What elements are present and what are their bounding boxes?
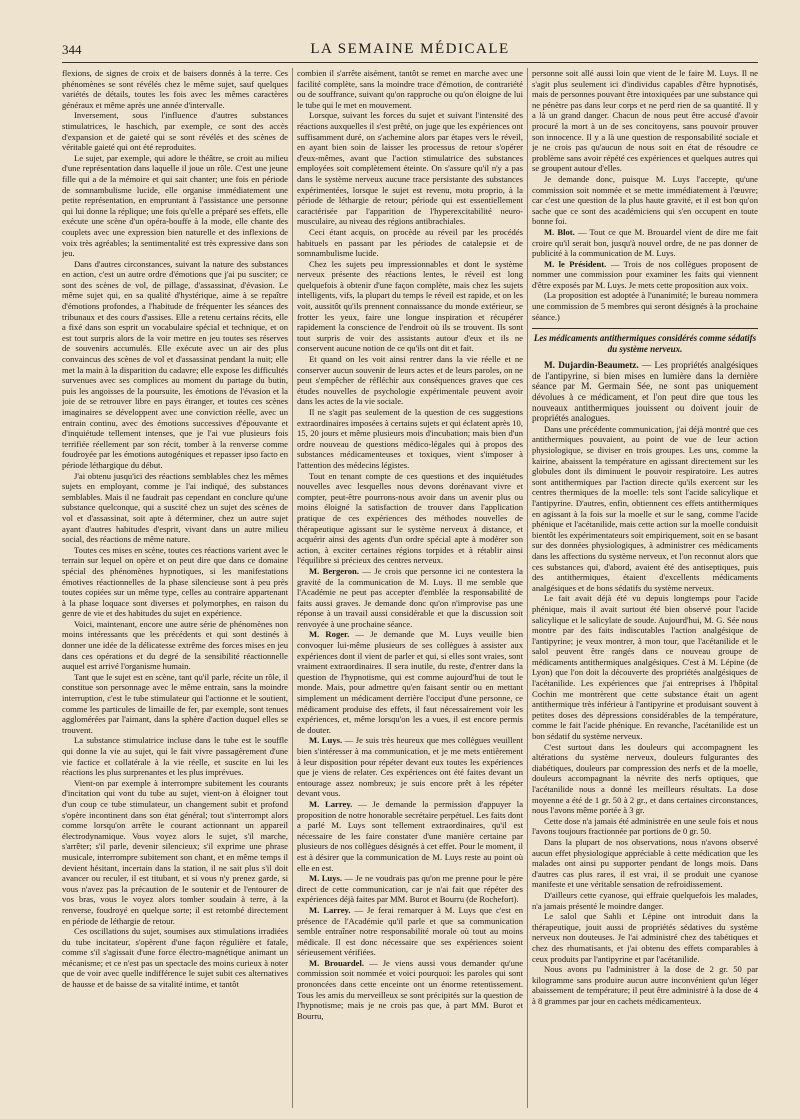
body-paragraph [62,471,288,545]
body-paragraph [62,259,288,471]
paragraph-text: Le sujet, par exemple, qui adore le théâtre, se croit au milieu d'une représentation dans laquelle il joue un rôle. C'est une jeune fille qui a de la mémoire et qui sait chanter; une fois en période de somnambulisme lucide, elle organise immédiatement une petite représentation, en empruntant à l'assistance une personne qui lui donne la réplique; une fois qu'elle a préparé ses effets, elle exécute une scène d'un opéra-bouffe à la mode, elle chante des couplets avec une expression bien naturelle et des inflexions de voix très agréables; la sentimentalité est très expressive dans son jeu. [62,152,288,259]
column-right [532,68,758,1108]
speaker-paragraph [297,629,523,735]
body-paragraph [62,926,288,990]
speaker-name: M. Brouardel. [309,957,365,968]
speaker-paragraph [297,905,523,958]
paragraph-text: combien il s'arrête aisément, tantôt se remet en marche avec une facilité complète, sans la moindre trace d'émotion, de contrariété ou de souffrance, suivant qu'on rapproche ou qu'on éloigne de lui le tube qui le met en mouvement. [297,68,523,110]
paragraph-text: Tant que le sujet est en scène, tant qu'il parle, récite un rôle, il constitue son personnage avec le même entrain, sans la moindre interruption, c'est le tube stimulateur qui l'actionne et le soutient, comme les particules de limaille de fer, par exemple, sont tenues agglomérées par l'aimant, dans la sphère d'action duquel elles se trouvent. [62,671,288,735]
body-paragraph [297,110,523,227]
body-paragraph [62,545,288,619]
paragraph-text: — Tout ce que M. Brouardel vient de dire me fait croire qu'il serait bon, jusqu'à nouvel ordre, de ne pas donner de publicité à la communication de M. Luys. [532,226,758,259]
paragraph-text: (La proposition est adoptée à l'unanimité; le bureau nommera une commission de 5 membres qui seront désignés à la prochaine séance.) [532,290,758,322]
paragraph-text: flexions, de signes de croix et de baisers donnés à la terre. Ces phénomènes se sont révélés chez le même sujet, sauf quelques variétés de détails, toutes les fois avec les mêmes caractères généraux et même après une année d'intervalle. [62,68,288,110]
speaker-name: M. Roger. [309,629,350,640]
speaker-paragraph [297,566,523,630]
speaker-name: M. Blot. [544,226,575,237]
speaker-name: M. Luys. [309,873,342,884]
paragraph-text: Nous avons pu l'administrer à la dose de 2 gr. 50 par kilogramme sans produire aucun autre inconvénient qu'un léger abaissement de température; il peut être administré à la dose de 4 à 8 grammes par jour en cachets médicamenteux. [532,964,758,1006]
text-columns [62,68,758,1108]
column-left [62,68,288,1108]
paragraph-text: D'ailleurs cette cyanose, qui effraie quelquefois les malades, n'a jamais présenté le moindre danger. [532,889,758,911]
paragraph-text: — Les propriétés analgésiques de l'antipyrine, si bien mises en lumière dans la dernière séance par M. Germain Sée, ne sont pas uniquement dévolues à ce médicament, et l'on peut dire que tous les nouveaux antithermiques jouissent ou doivent jouir de propriétés analogues. [532,360,758,424]
paragraph-text: — Je demande la permission d'appuyer la proposition de notre honorable secrétaire perpétuel. Les faits dont a parlé M. Luys sont tellement extraordinaires, qu'il est nécessaire de les faire constater d'une manière certaine par plusieurs de nos collègues désignés à cet effet. Pour le moment, il est à désirer que la communication de M. Luys reste au point où elle en est. [297,798,523,873]
speaker-name: M. Luys. [309,735,343,746]
paragraph-text: Le fait avait déjà été vu depuis longtemps pour l'acide phénique, mais il avait surtout été bien observé pour l'acide salicylique et le salicylate de soude. Aujourd'hui, M. G. Sée nous montre par des faits indiscutables l'action analgésique de l'antipyrine; je veux montrer, à mon tour, que l'acétanilide et le salol peuvent être rangés dans ce nouveau groupe de médicaments antithermiques analgésiques. C'est à M. Lépine (de Lyon) que l'on doit la découverte des propriétés analgésiques de l'acétanilide. Les expériences que j'ai entreprises à l'hôpital Cochin me montrèrent que cette substance était un agent antithermique très inférieur à l'antipyrine et produisant souvent à petites doses des dépressions considérables de la température, comme le fait l'acide phénique. En revanche, l'acétanilide est un bon sédatif du système nerveux. [532,593,758,742]
body-paragraph [62,153,288,259]
body-paragraph [532,816,758,837]
body-paragraph [62,735,288,777]
body-paragraph [532,424,758,594]
body-paragraph [532,68,758,174]
paragraph-text: Lorsque, suivant les forces du sujet et suivant l'intensité des réactions auxquelles il s'est prêté, on juge que les expériences ont suffisamment duré, on s'achemine alors par étapes vers le réveil, en ayant bien soin de laisser les processus de retour s'opérer d'eux-mêmes, avant que l'action stimulatrice des substances employées soit complètement éteinte. On s'assure qu'il n'y a pas dans le système nerveux aucune trace persistante des substances expérimentées, lorsque le sujet est revenu, motu proprio, à la période de léthargie de retour; période qui est essentiellement caractérisée par l'apparition de l'hyperexcitabilité neuro-musculaire, au niveau des régions antibrachiales. [297,110,523,227]
speaker-paragraph [297,873,523,905]
paragraph-text: Ceci étant acquis, on procède au réveil par les procédés habituels en passant par les périodes de catalepsie et de somnambulisme lucide. [297,226,523,259]
speaker-name: M. Bergeron. [309,565,359,576]
paragraph-text: — Je ferai remarquer à M. Luys que c'est en présence de l'Académie qu'il parle et que sa communication semble entraîner notre responsabilité morale où tout au moins médicale. Il est donc nécessaire que ses expériences soient sérieusement vérifiées. [297,904,523,958]
paragraph-text: Vient-on par exemple à interrompre subitement les courants d'incitation qui vont du tube au sujet, vient-on à éloigner tout d'un coup ce tube stimulateur, un changement subit et profond s'opère incontinent dans son état général; tout s'interrompt alors comme lorsqu'on arrête le courant actionnant un appareil électrodynamique. Vous voyez alors le sujet, s'il marche, s'arrêter; s'il parle, devenir silencieux; s'il exprime une phrase musicale, interrompre subitement son chant, et en même temps il devient hésitant, incertain dans la station, il ne sait plus s'il doit avancer ou reculer, il est titubant, et si vous n'y prenez garde, si vous n'avez pas la précaution de le soutenir et de l'entourer de vos bras, vous le voyez alors tomber soudain à terre, à la renverse, foudroyé en quelque sorte; il est retombé directement en période de léthargie de retour. [62,777,288,926]
column-divider [527,68,528,1108]
paragraph-text: Je demande donc, puisque M. Luys l'accepte, qu'une commission soit nommée et se mette immédiatement à l'œuvre; car c'est une question de la plus haute gravité, et il est bon qu'on sache que ce sont des académiciens qui s'en occupent en toute bonne foi. [532,173,758,227]
paragraph-text: Le salol que Sahli et Lépine ont introduit dans la thérapeutique, jouit aussi de propriétés sédatives du système nerveux non douteuses. Je l'ai administré chez des tabétiques et chez des rhumatisants, et j'ai obtenu des effets comparables à ceux produits par l'antipyrine et par l'acétanilide. [532,911,758,964]
paragraph-text: Dans une précédente communication, j'ai déjà montré que ces antithermiques pouvaient, au point de vue de leur action physiologique, se diviser en trois groupes. Les uns, comme la kairine, abaissent la température en agissant directement sur les globules dont ils diminuent le pouvoir respiratoire. Les autres sont antithermiques par l'action directe qu'ils exercent sur les centres thermiques de la moelle: tels sont l'acide salicylique et l'antipyrine. D'autres, enfin, obtiennent ces effets antithermiques en agissant à la fois sur la moelle et sur le sang, comme l'acide phénique et l'acétanilide, mais cette action sur la moelle conduisit bientôt les expérimentateurs soit empiriquement, soit en se basant sur des données physiologiques, à administrer ces médicaments dans les affections du système nerveux, et l'on reconnut alors que ces substances qui, d'abord, avaient été des antiseptiques, puis des antithermiques, étaient d'excellents médicaments analgésiques et de bons sédatifs du système nerveux. [532,423,758,593]
speaker-paragraph [532,360,758,424]
body-paragraph [532,174,758,227]
speaker-paragraph [297,958,523,1022]
body-paragraph [297,227,523,259]
column-divider [292,68,293,1108]
paragraph-text: C'est surtout dans les douleurs qui accompagnent les altérations du système nerveux, douleurs fulgurantes des diabétiques, douleurs par compression des nerfs et de la moelle, douleurs accompagnant la névrite des nerfs optiques, que l'acétanilide nous a donné les meilleurs résultats. La dose moyenne a été de 1 gr. 50 à 2 gr., et dans certaines circonstances, nous l'avons même portée à 3 gr. [532,741,758,816]
body-paragraph [297,68,523,110]
paragraph-text: Dans d'autres circonstances, suivant la nature des substances en action, c'est un autre ordre d'émotions que j'ai pu susciter; ce sont des scènes de vol, de pillage, d'assassinat, d'évasion. Le même sujet qui, en sa qualité d'hystérique, aime à se repaître d'émotions profondes, a l'habitude de fréquenter les séances des tribunaux et des cours d'assises. Elle a retenu certains récits, elle a fixé dans son esprit un vocabulaire spécial et technique, et on est tout surpris alors de la voir mettre en jeu toutes ses réserves de souvenirs accumulés. Elle exécute avec un air des plus convaincus des scènes de vol et d'assassinat pendant la nuit; elle met la main à la disparition du cadavre; elle expose les difficultés survenues avec ses complices au moment du partage du butin, puis les angoisses de la poursuite, les émotions de l'évasion et la joie de se retrouver libre en pays étranger, et toutes ces scènes imaginaires se développent avec une conviction réelle, avec un entrain continu, avec des émotions successives d'épouvante et d'inquiétude tellement intenses, que je l'ai vue plusieurs fois terrifiée réellement par son récit, tomber à la renverse comme foudroyée par les émotions autogéniques et repasser ipso facto en période léthargique du début. [62,258,288,470]
body-paragraph [297,259,523,354]
paragraph-text: — Je crois que personne ici ne contestera la gravité de la communication de M. Luys. Il me semble que l'Académie ne peut pas accepter d'emblée la responsabilité de faits aussi graves. Je demande donc qu'on n'improvise pas une réponse à un travail aussi considérable et que la discussion soit renvoyée à une prochaine séance. [297,565,523,629]
paragraph-text: — Trois de nos collègues proposent de nommer une commission pour examiner les faits qui viennent d'être exposés par M. Luys. Je mets cette proposition aux voix. [532,258,758,290]
speaker-paragraph [297,799,523,873]
speaker-paragraph [532,259,758,291]
body-paragraph [532,290,758,322]
paragraph-text: Et quand on les voit ainsi rentrer dans la vie réelle et ne conserver aucun souvenir de leurs actes et de leurs paroles, on ne peut s'empêcher de réfléchir aux conséquences graves que ces études nouvelles de psychologie expérimentale peuvent avoir dans les actes de la vie sociale. [297,354,523,407]
paragraph-text: — Je viens aussi vous demander qu'une commission soit nommée et voici pourquoi: les paroles qui sont prononcées dans cette enceinte ont un énorme retentissement. Tous les amis du merveilleux se sont précipités sur la question de l'hypnotisme; mais je ne crois pas que, à part MM. Burot et Bourru, [297,957,523,1021]
speaker-paragraph [297,735,523,799]
paragraph-text: — Je demande que M. Luys veuille bien convoquer lui-même plusieurs de ses collègues à assister aux expériences dont il vient de parler et qui, si elles sont vraies, sont vraiment extraordinaires. Il sera inutile, du reste, d'entrer dans la question de l'hypnotisme, qui est comme aujourd'hui de tout le monde. Mais, pour admettre qu'en faisant sentir ou en mettant simplement un médicament derrière l'occiput d'une personne, ce médicament produise des effets, il faut nécessairement voir les expériences, et, même lorsqu'on les a vues, il est encore permis de douter. [297,629,523,735]
paragraph-text: Dans la plupart de nos observations, nous n'avons observé aucun effet physiologique appréciable à cette médication que les malades ont ainsi pu supporter pendant de longs mois. Dans d'autres cas plus rares, il est vrai, il se produit une cyanose manifeste et une véritable sensation de refroidissement. [532,836,758,890]
paragraph-text: La substance stimulatrice incluse dans le tube est le souffle qui donne la vie au sujet, qui le fait vivre passagèrement d'une vie factice et collatérale à la vie réelle, et suscite en lui les réactions les plus surprenantes et les plus imprévues. [62,735,288,778]
body-paragraph [532,964,758,1006]
body-paragraph [297,471,523,566]
paragraph-text: Inversement, sous l'influence d'autres substances stimulatrices, le haschich, par exemple, ce sont des accès d'expansion et de gaieté qui se sont révélés et des scènes de véritable gaieté qui ont été reproduites. [62,110,288,153]
body-paragraph [297,407,523,471]
body-paragraph [62,778,288,926]
journal-title: LA SEMAINE MÉDICALE [310,41,510,57]
body-paragraph [62,672,288,736]
paragraph-text: Cette dose n'a jamais été administrée en une seule fois et nous l'avons toujours fractionnée par portions de 0 gr. 50. [532,815,758,837]
header-rule [62,62,758,63]
paragraph-text: — Je suis très heureux que mes collègues veuillent bien s'intéresser à ma communication, et je me mets entièrement à leur disposition pour répéter devant eux toutes les expériences que je viens de relater. Ces expériences ont été faites devant un entourage assez nombreux; je suis encore prêt à les répéter devant vous. [297,735,523,799]
body-paragraph [62,68,288,110]
paragraph-text: — Je ne voudrais pas qu'on me prenne pour le père direct de cette communication, car je n'ai fait que répéter des expériences déjà faites par MM. Burot et Bourru (de Rochefort). [297,873,523,905]
column-middle [297,68,523,1108]
body-paragraph [532,593,758,741]
speaker-name: M. le Président. [544,258,607,269]
speaker-name: M. Dujardin-Beaumetz. [544,360,639,371]
paragraph-text: Toutes ces mises en scène, toutes ces réactions varient avec le terrain sur lequel on opère et on peut dire que dans ce domaine spécial des phénomènes hypnotiques, si les manifestations émotives réactionnelles de la phase silencieuse sont à peu près toutes copiées sur un même type, celles au contraire appartenant à la phase loquace sont diverses et polymorphes, en raison du genre de vie et des habitudes du sujet en expérience. [62,544,288,619]
paragraph-text: J'ai obtenu jusqu'ici des réactions semblables chez les mêmes sujets en employant, comme je l'ai indiqué, des substances semblables. Mais il ne faudrait pas cependant en conclure qu'une substance quelconque, qui a suscité chez un sujet des scènes de vol et d'assassinat, soit apte à déterminer, chez un autre sujet ayant d'autres habitudes d'esprit, vivant dans un autre milieu social, des réactions de même nature. [62,470,288,545]
paragraph-text: personne soit allé aussi loin que vient de le faire M. Luys. Il ne s'agit plus seulement ici d'individus capables d'être hypnotisés, mais de personnes pouvant être intoxiquées par une substance qui ne pénètre pas dans leur corps et ne perd rien de sa quantité. Il y a là un grand danger. Chacun de nous peut être accusé d'avoir procuré la mort à un de ses concitoyens, sans pouvoir prouver son innocence. Il y a là une question de responsabilité sociale et je ne crois pas qu'aucun de nous soit en état de résoudre ce problème sans avoir répété ces expériences et quelques autres qui se groupent autour d'elles. [532,68,758,174]
paragraph-text: Ces oscillations du sujet, soumises aux stimulations irradiées du tube incitateur, s'opèrent d'une façon régulière et fatale, comme s'il s'agissait d'une force électro-magnétique animant un mécanisme; et ce n'est pas un spectacle des moins curieux à noter que de voir avec quelle indifférence le sujet subit ces alternatives de hausse et de baisse de sa vitalité intime, et tantôt [62,926,288,990]
body-paragraph [62,110,288,152]
body-paragraph [297,354,523,407]
paragraph-text: Chez les sujets peu impressionnables et dont le système nerveux présente des réactions lentes, le réveil est long quelquefois à obtenir d'une façon complète, mais chez les sujets intelligents, vifs, la plupart du temps le réveil est rapide, et on les voit, aussitôt qu'ils prennent connaissance du monde extérieur, se frotter les yeux, faire une longue inspiration et récupérer rapidement la conscience de l'endroit où ils se trouvent. Ils sont tout surpris de voir des assistants autour d'eux et ils ne conservent aucune notion de ce qu'ils ont dit et fait. [297,258,523,354]
body-paragraph [532,890,758,911]
running-head [62,42,758,62]
body-paragraph [532,742,758,816]
paragraph-text: Voici, maintenant, encore une autre série de phénomènes non moins intéressants que les précédents et qui sont destinés à donner une idée de la délicatesse extrême des forces mises en jeu dans ces opérations et du degré de la sensibilité réactionnelle auquel est arrivé l'organisme humain. [62,618,288,672]
paragraph-text: Tout en tenant compte de ces questions et des inquiétudes nouvelles avec lesquelles nous devons dorénavant vivre et compter, peut-être pourrons-nous avoir dans un avenir plus ou moins éloigné la satisfaction de trouver dans l'application pratique de ces expériences des méthodes nouvelles de thérapeutique agissant sur le système nerveux à distance, et acquérir ainsi des agents d'un ordre spécial apte à modérer son action, à exciter certaines régions torpides et à rétablir ainsi l'équilibre si précieux des centres nerveux. [297,470,523,566]
section-heading: Les médicaments antithermiques considérés comme sédatifs du système nerveux. [532,328,758,355]
body-paragraph [62,619,288,672]
speaker-name: M. Larrey. [309,798,353,809]
speaker-paragraph [532,227,758,259]
body-paragraph [532,911,758,964]
paragraph-text: Il ne s'agit pas seulement de la question de ces suggestions extraordinaires imposées à certains sujets et qui éclatent après 10, 15, 20 jours et même plusieurs mois d'incubation; mais bien d'un ordre nouveau de questions médico-légales qui à propos des substances médicamenteuses et toxiques, vient s'imposer à l'attention des médecins légistes. [297,407,523,470]
page-number: 344 [62,42,82,57]
body-paragraph [532,837,758,890]
speaker-name: M. Larrey. [309,904,351,915]
